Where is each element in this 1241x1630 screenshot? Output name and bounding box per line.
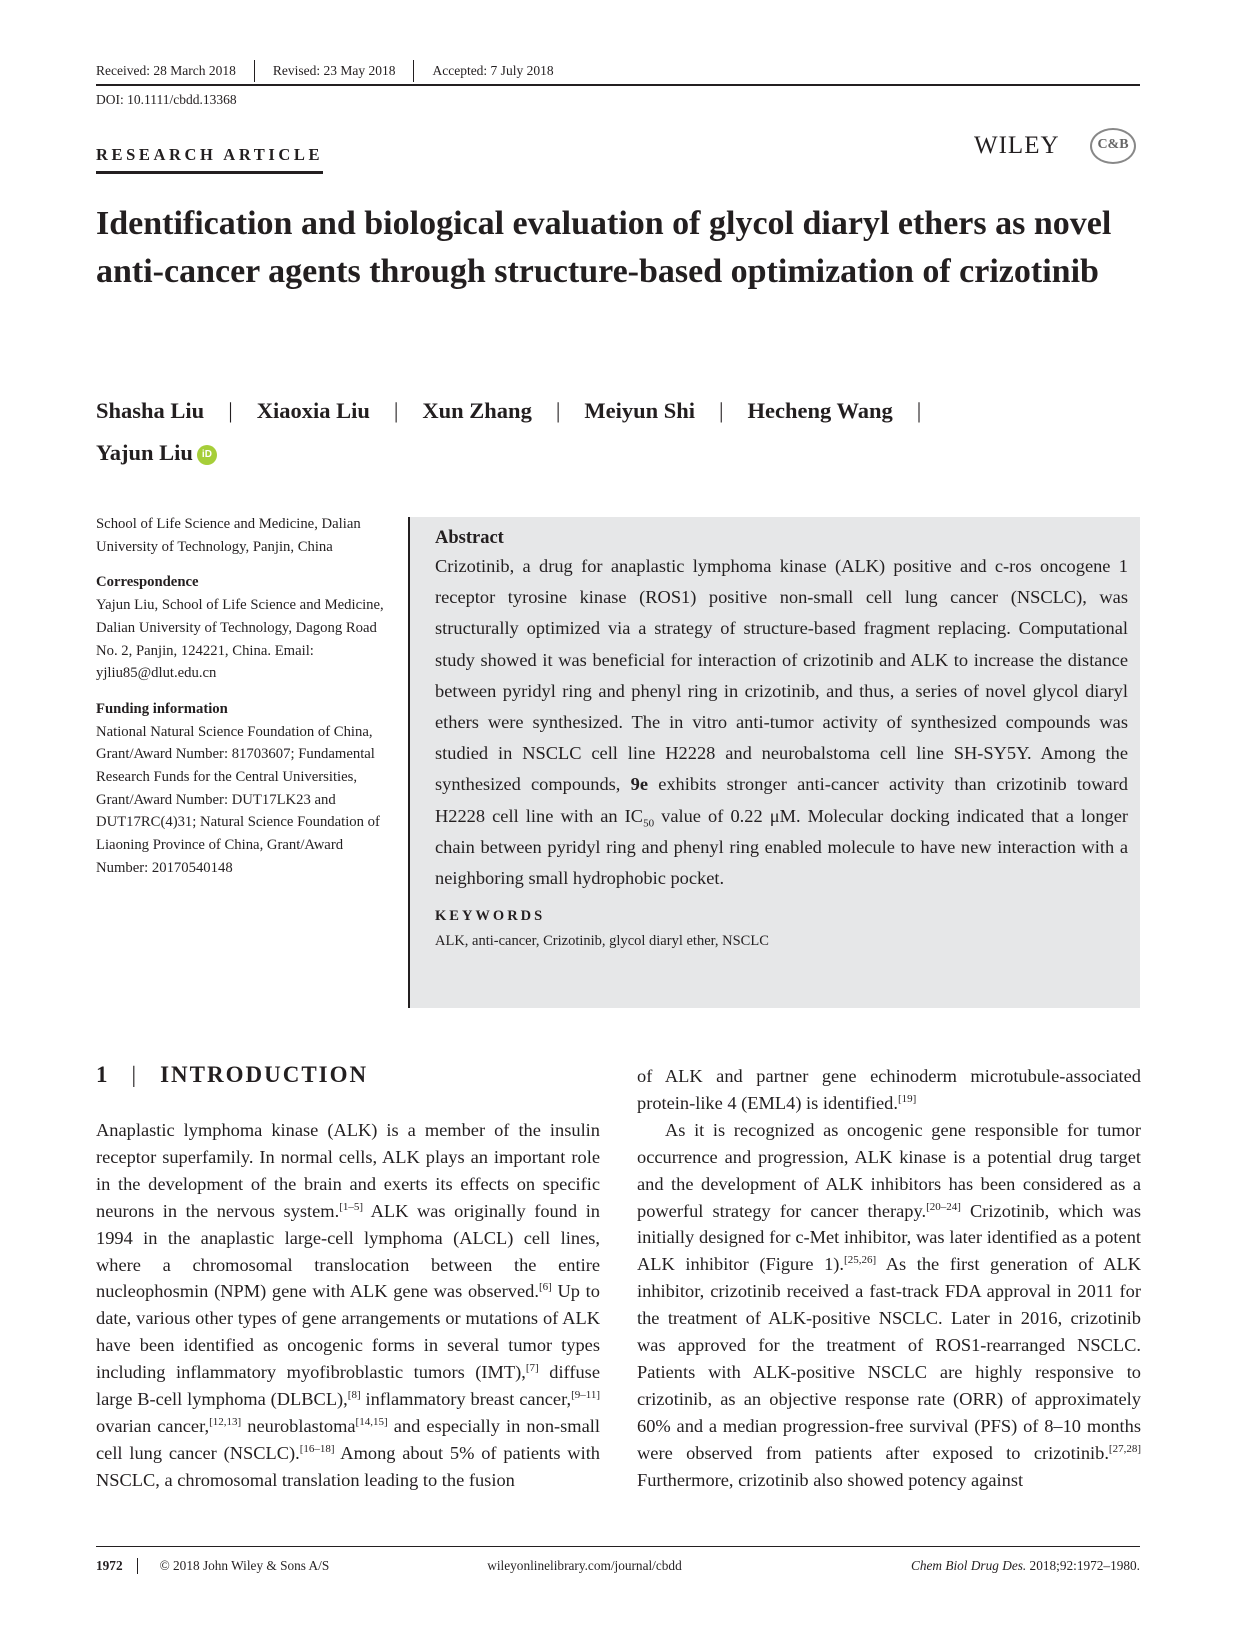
author[interactable]: Xiaoxia Liu	[256, 398, 370, 423]
abstract-box	[408, 517, 1140, 1008]
author[interactable]: Yajun Liu	[96, 440, 193, 465]
affiliation: School of Life Science and Medicine, Dalian University of Technology, Panjin, China	[96, 516, 361, 555]
correspondence-text: Yajun Liu, School of Life Science and Medicine, Dalian University of Technology, Dagong Road No. 2, Panjin, 124221, China. Email: yjliu85@dlut.edu.cn	[96, 597, 384, 682]
orcid-icon[interactable]: iD	[197, 445, 217, 465]
citation: Chem Biol Drug Des. 2018;92:1972–1980.	[911, 1558, 1140, 1573]
abstract-heading: Abstract	[435, 528, 504, 548]
author[interactable]: Shasha Liu	[96, 398, 205, 423]
author-list: Shasha Liu | Xiaoxia Liu | Xun Zhang | Meiyun Shi | Hecheng Wang | Yajun Liu iD	[96, 398, 922, 465]
received-date: Received: 28 March 2018	[96, 63, 236, 78]
footer-rule	[96, 1546, 1140, 1547]
page-footer	[96, 1558, 1140, 1574]
author-info	[96, 513, 396, 880]
author[interactable]: Xun Zhang	[422, 398, 532, 423]
keywords-heading: KEYWORDS	[435, 908, 546, 925]
revised-date: Revised: 23 May 2018	[254, 60, 414, 82]
funding-heading: Funding information	[96, 700, 228, 717]
journal-logo: C&B	[1090, 128, 1136, 164]
copyright: © 2018 John Wiley & Sons A/S	[159, 1558, 330, 1573]
header-rule	[96, 84, 1140, 86]
funding-text: National Natural Science Foundation of China, Grant/Award Number: 81703607; Fundamental Research Funds for the Central Universities, Grant/Award Number: DUT17LK23 and DUT17RC(4)31; Natural Science Foundation of Liaoning Province of China, Grant/Award Number: 20170540148	[96, 723, 380, 876]
page-number: 1972	[96, 1558, 138, 1574]
section-heading: 1 | INTRODUCTION	[96, 1062, 369, 1087]
correspondence-heading: Correspondence	[96, 574, 199, 591]
intro-right-column	[637, 1063, 1141, 1494]
article-title: Identification and biological evaluation of glycol diaryl ethers as novel anti-cancer agents through structure-based optimization of crizotinib	[96, 205, 1112, 290]
article-type: RESEARCH ARTICLE	[96, 145, 323, 174]
abstract-text: Crizotinib, a drug for anaplastic lymphoma kinase (ALK) positive and c-ros oncogene 1 receptor tyrosine kinase (ROS1) positive non-small cell lung cancer (NSCLC), was structurally optimized via a strategy of structure-based fragment replacing. Computational study showed it was beneficial for interaction of crizotinib and ALK to increase the distance between pyridyl ring and phenyl ring in crizotinib, and thus, a series of novel glycol diaryl ethers were synthesized. The in vitro anti-tumor activity of synthesized compounds was studied in NSCLC cell line H2228 and neurobalstoma cell line SH-SY5Y. Among the synthesized compounds, 9e exhibits stronger anti-cancer activity than crizotinib toward H2228 cell line with an $IC_{50}$ value of 0.22 μM. Molecular docking indicated that a longer chain between pyridyl ring and phenyl ring enabled molecule to have new interaction with a neighboring small hydrophobic pocket.	[435, 556, 1128, 889]
author[interactable]: Meiyun Shi	[584, 398, 695, 423]
author[interactable]: Hecheng Wang	[747, 398, 893, 423]
keywords-list: ALK, anti-cancer, Crizotinib, glycol diaryl ether, NSCLC	[435, 933, 769, 950]
article-history	[96, 60, 572, 82]
paragraph: of ALK and partner gene echinoderm microtubule-associated protein-like 4 (EML4) is identified.[19]	[637, 1066, 1141, 1113]
journal-url[interactable]: wileyonlinelibrary.com/journal/cbdd	[487, 1558, 682, 1573]
paragraph: As it is recognized as oncogenic gene responsible for tumor occurrence and progression, ALK kinase is a potential drug target and the development of ALK inhibitors has been considered as a powerful strategy for cancer therapy.[20–24] Crizotinib, which was initially designed for c-Met inhibitor, was later identified as a potent ALK inhibitor (Figure 1).[25,26] As the first generation of ALK inhibitor, crizotinib received a fast-track FDA approval in 2011 for the treatment of ALK-positive NSCLC. Later in 2016, crizotinib was approved for the treatment of ROS1-rearranged NSCLC. Patients with ALK-positive NSCLC are highly responsive to crizotinib, as an objective response rate (ORR) of approximately 60% and a median progression-free survival (PFS) of 8–10 months were observed from patients after exposed to crizotinib.[27,28] Furthermore, crizotinib also showed potency against	[637, 1119, 1141, 1490]
doi[interactable]: DOI: 10.1111/cbdd.13368	[96, 92, 237, 107]
paragraph: Anaplastic lymphoma kinase (ALK) is a member of the insulin receptor superfamily. In normal cells, ALK plays an important role in the development of the brain and exerts its effects on specific neurons in the nervous system.[1–5] ALK was originally found in 1994 in the anaplastic large-cell lymphoma (ALCL) cell lines, where a chromosomal translocation between the entire nucleophosmin (NPM) gene with ALK gene was observed.[6] Up to date, various other types of gene arrangements or mutations of ALK have been identified as oncogenic forms in several tumor types including inflammatory myofibroblastic tumors (IMT),[7] diffuse large B-cell lymphoma (DLBCL),[8] inflammatory breast cancer,[9–11] ovarian cancer,[12,13] neuroblastoma[14,15] and especially in non-small cell lung cancer (NSCLC).[16–18] Among about 5% of patients with NSCLC, a chromosomal translation leading to the fusion	[96, 1120, 600, 1490]
intro-left-column	[96, 1117, 600, 1494]
publisher-logo: WILEY	[974, 132, 1060, 159]
accepted-date: Accepted: 7 July 2018	[413, 60, 571, 82]
